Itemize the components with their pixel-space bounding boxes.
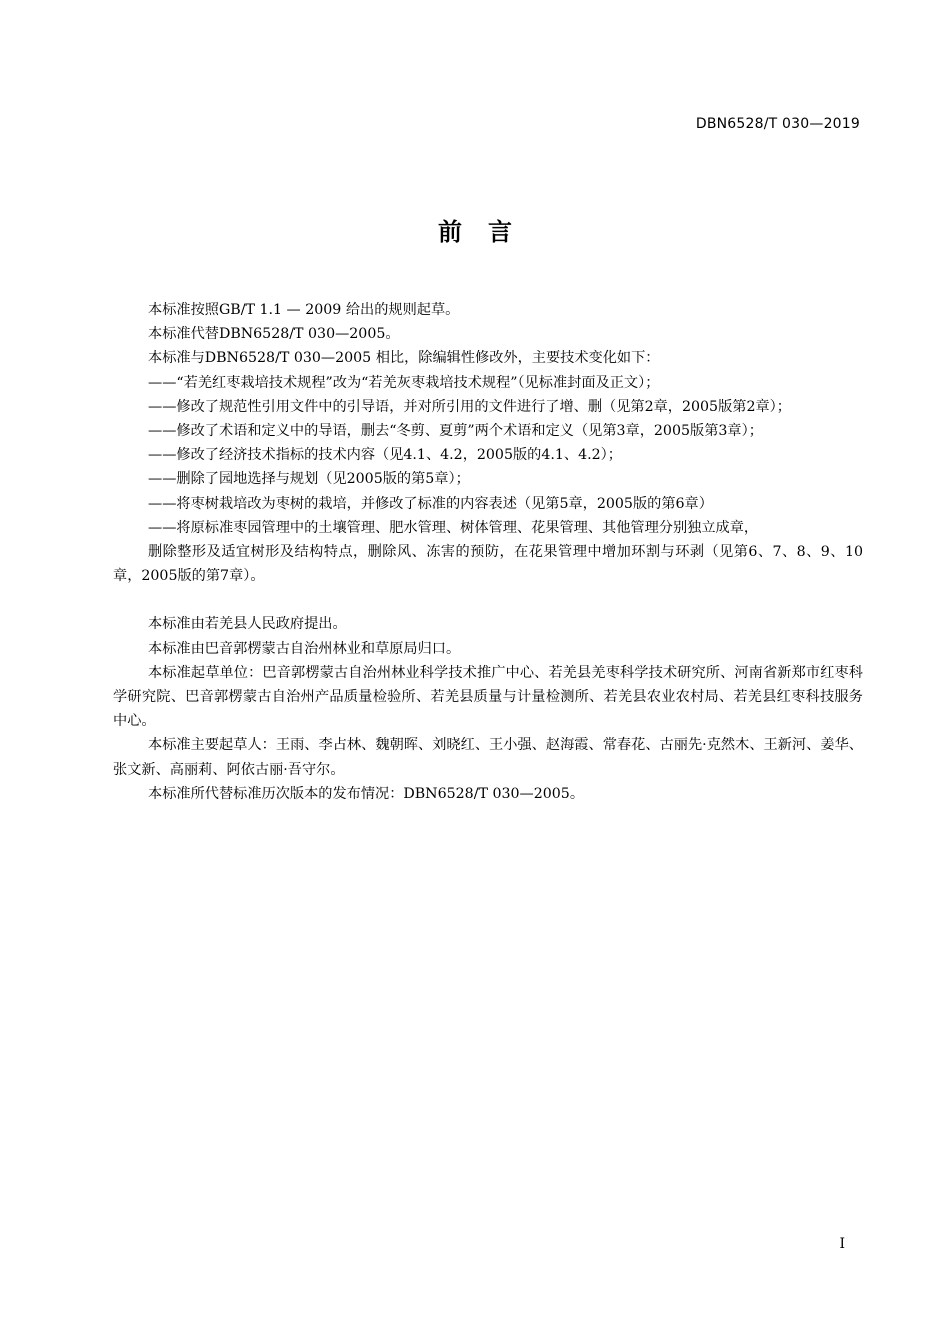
paragraph-administrator: 本标准由巴音郭楞蒙古自治州林业和草原局归口。 xyxy=(148,640,461,657)
paragraph-drafting-units: 本标准起草单位：巴音郭楞蒙古自治州林业科学技术推广中心、若羌县羌枣科学技术研究所、河南省新郑市红枣科学研究院、巴音郭楞蒙古自治州产品质量检验所、若羌县质量与计量检测所、若羌县农业农村局、若羌县红枣科技服务中心。 xyxy=(113,664,863,730)
paragraph-previous-editions: 本标准所代替标准历次版本的发布情况：DBN6528/T 030—2005。 xyxy=(148,785,585,802)
change-item-management-cont: 删除整形及适宜树形及结构特点，删除风、冻害的预防，在花果管理中增加环割与环剥（见第6、7、8、9、10章，2005版的第7章）。 xyxy=(113,544,863,585)
change-item-indicators: ——修改了经济技术指标的技术内容（见4.1、4.2，2005版的4.1、4.2）； xyxy=(148,447,622,464)
page-title: 前言 xyxy=(438,218,538,246)
change-item-terms: ——修改了术语和定义中的导语，删去“冬剪、夏剪”两个术语和定义（见第3章，2005版第3章）； xyxy=(148,423,763,440)
foreword-body xyxy=(113,298,863,806)
change-item-title: ——“若羌红枣栽培技术规程”改为“若羌灰枣栽培技术规程”（见标准封面及正文）； xyxy=(148,374,660,391)
paragraph-drafting-rules: 本标准按照GB/T 1.1 — 2009 给出的规则起草。 xyxy=(148,302,460,318)
spacer xyxy=(113,588,863,612)
paragraph-drafters: 本标准主要起草人：王雨、李占林、魏朝晖、刘晓红、王小强、赵海霞、常春花、古丽先·克然木、王新河、姜华、张文新、高丽莉、阿依古丽·吾守尔。 xyxy=(113,737,863,778)
change-item-cultivation: ——将枣树栽培改为枣树的栽培，并修改了标准的内容表述（见第5章，2005版的第6章） xyxy=(148,495,713,512)
paragraph-replaces: 本标准代替DBN6528/T 030—2005。 xyxy=(148,326,400,343)
change-item-site-selection: ——删除了园地选择与规划（见2005版的第5章）； xyxy=(148,471,470,488)
change-item-management: ——将原标准枣园管理中的土壤管理、肥水管理、树体管理、花果管理、其他管理分别独立成章， xyxy=(148,519,759,536)
document-code: DBN6528/T 030—2019 xyxy=(695,116,860,132)
page-number: I xyxy=(839,1236,845,1252)
paragraph-changes-intro: 本标准与DBN6528/T 030—2005 相比，除编辑性修改外，主要技术变化如下： xyxy=(148,350,660,367)
change-item-references: ——修改了规范性引用文件中的引导语，并对所引用的文件进行了增、删（见第2章，2005版第2章）； xyxy=(148,398,791,415)
paragraph-proposer: 本标准由若羌县人民政府提出。 xyxy=(148,616,347,633)
